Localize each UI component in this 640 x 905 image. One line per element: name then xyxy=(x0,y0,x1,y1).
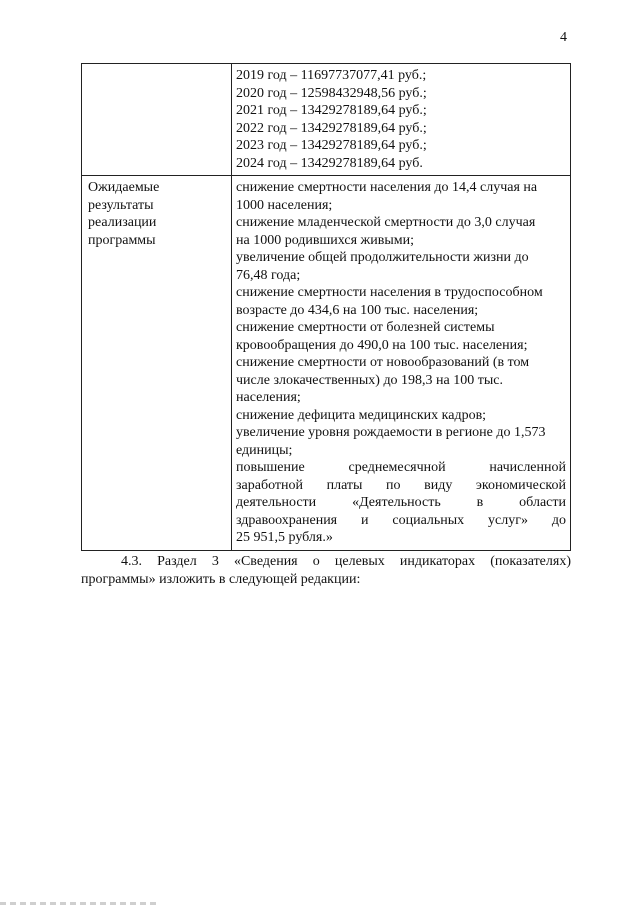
result-line: населения; xyxy=(236,390,301,405)
table-row-funding xyxy=(82,64,571,176)
funding-line-2022: 2022 год – 13429278189,64 руб.; xyxy=(236,120,427,136)
label-line: реализации xyxy=(88,215,157,230)
result-line: 76,48 года; xyxy=(236,267,301,283)
funding-line-2020: 2020 год – 12598432948,56 руб.; xyxy=(236,85,427,101)
expected-results-label-cell xyxy=(82,176,232,551)
result-line: 25 951,5 рубля.» xyxy=(236,530,333,545)
result-line: снижение смертности от болезней системы xyxy=(236,320,495,335)
label-line: результаты xyxy=(88,197,154,213)
label-line: Ожидаемые xyxy=(88,180,160,195)
page-number: 4 xyxy=(560,30,567,45)
result-line-justified: деятельности «Деятельность в области xyxy=(236,495,566,510)
result-line-justified: здравоохранения и социальных услуг» до xyxy=(236,512,566,528)
result-line: снижение смертности населения до 14,4 случая на xyxy=(236,180,538,195)
result-line: снижение смертности от новообразований (в том xyxy=(236,355,530,370)
result-line: числе злокачественных) до 198,3 на 100 тыс. xyxy=(236,372,504,388)
funding-line-2019: 2019 год – 11697737077,41 руб.; xyxy=(236,68,427,83)
program-passport-table xyxy=(81,63,571,551)
result-line: снижение смертности населения в трудоспособном xyxy=(236,285,543,300)
result-line: увеличение общей продолжительности жизни до xyxy=(236,250,529,265)
result-line: возрасте до 434,6 на 100 тыс. населения; xyxy=(236,302,479,318)
result-line: увеличение уровня рождаемости в регионе до 1,573 xyxy=(236,425,546,440)
paragraph-line-2: программы» изложить в следующей редакции: xyxy=(81,572,361,587)
result-line-justified: повышение среднемесячной начисленной xyxy=(236,460,566,475)
expected-results-cell xyxy=(232,176,571,551)
funding-label-cell xyxy=(82,64,232,176)
funding-line-2023: 2023 год – 13429278189,64 руб.; xyxy=(236,138,427,153)
result-line: снижение младенческой смертности до 3,0 случая xyxy=(236,215,536,230)
result-line: 1000 населения; xyxy=(236,197,333,213)
result-line: снижение дефицита медицинских кадров; xyxy=(236,407,487,423)
funding-line-2024: 2024 год – 13429278189,64 руб. xyxy=(236,155,423,171)
result-line-justified: заработной платы по виду экономической xyxy=(236,477,566,493)
table-row-expected-results xyxy=(82,176,571,551)
section-amendment-paragraph xyxy=(81,553,571,589)
funding-values-cell xyxy=(232,64,571,176)
label-line: программы xyxy=(88,232,156,248)
funding-line-2021: 2021 год – 13429278189,64 руб.; xyxy=(236,103,427,118)
paragraph-line-1: 4.3. Раздел 3 «Сведения о целевых индикаторах (показателях) xyxy=(121,554,571,569)
result-line: единицы; xyxy=(236,442,293,458)
result-line: кровообращения до 490,0 на 100 тыс. населения; xyxy=(236,337,528,353)
result-line: на 1000 родившихся живыми; xyxy=(236,232,414,248)
